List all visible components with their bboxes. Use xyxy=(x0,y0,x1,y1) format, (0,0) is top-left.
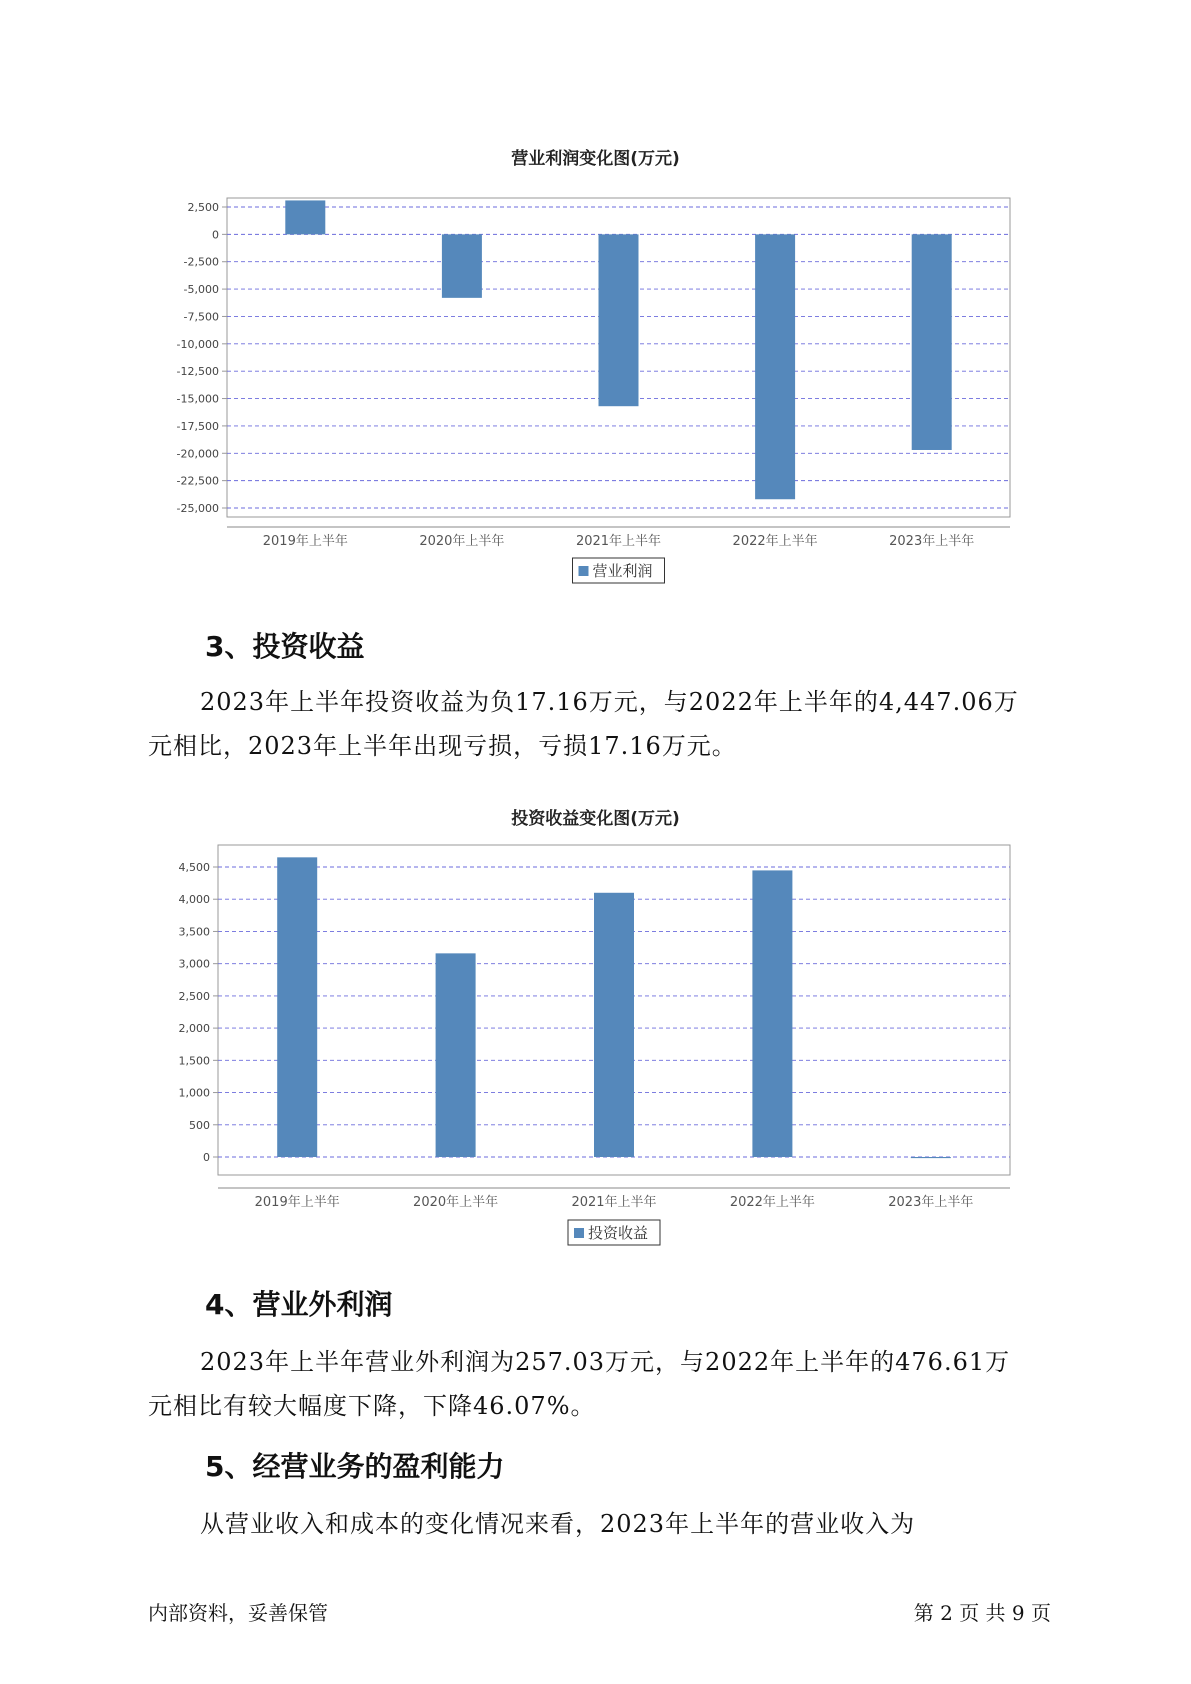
bar xyxy=(755,234,795,499)
x-tick-label: 2019年上半年 xyxy=(254,1195,340,1210)
section4-heading: 4、营业外利润 xyxy=(205,1288,393,1321)
y-tick-label: 2,000 xyxy=(178,1022,210,1036)
operating-profit-chart xyxy=(0,175,1191,625)
y-tick-label: 0 xyxy=(212,228,219,242)
bar xyxy=(594,893,634,1157)
x-tick-label: 2020年上半年 xyxy=(413,1195,499,1210)
section3-paragraph xyxy=(148,680,1058,768)
y-tick-label: -25,000 xyxy=(176,502,219,515)
y-tick-label: -5,000 xyxy=(183,283,219,297)
section5-line1: 从营业收入和成本的变化情况来看，2023年上半年的营业收入为 xyxy=(200,1510,916,1538)
x-tick-label: 2023年上半年 xyxy=(888,1195,974,1210)
section4-line2: 元相比有较大幅度下降，下降46.07%。 xyxy=(148,1392,596,1420)
y-tick-label: -22,500 xyxy=(176,474,219,488)
x-tick-label: 2019年上半年 xyxy=(262,534,348,549)
bar xyxy=(599,234,639,406)
bar xyxy=(277,857,317,1157)
legend-swatch xyxy=(574,1228,584,1238)
section3-line2: 元相比，2023年上半年出现亏损，亏损17.16万元。 xyxy=(148,732,737,760)
section4-paragraph xyxy=(148,1340,1058,1428)
bar xyxy=(752,870,792,1157)
legend-label: 营业利润 xyxy=(592,562,653,580)
y-tick-label: 4,000 xyxy=(178,893,210,907)
x-tick-label: 2021年上半年 xyxy=(571,1195,657,1210)
x-tick-label: 2022年上半年 xyxy=(729,1195,815,1210)
section5-paragraph xyxy=(148,1502,1058,1546)
chart1-title: 营业利润变化图(万元) xyxy=(511,149,680,169)
investment-income-chart xyxy=(0,835,1191,1255)
footer-left: 内部资料，妥善保管 xyxy=(148,1601,328,1625)
bar xyxy=(436,953,476,1157)
bar xyxy=(912,234,952,450)
x-tick-label: 2022年上半年 xyxy=(732,534,818,549)
y-tick-label: -2,500 xyxy=(183,255,219,269)
x-tick-label: 2020年上半年 xyxy=(419,534,505,549)
chart2-title: 投资收益变化图(万元) xyxy=(511,809,680,829)
section3-heading: 3、投资收益 xyxy=(205,630,365,663)
bar xyxy=(285,200,325,234)
y-tick-label: 3,500 xyxy=(178,925,210,939)
y-tick-label: 3,000 xyxy=(178,957,210,971)
section5-heading: 5、经营业务的盈利能力 xyxy=(205,1450,505,1483)
y-tick-label: -10,000 xyxy=(176,337,219,351)
x-tick-label: 2023年上半年 xyxy=(889,534,975,549)
y-tick-label: -7,500 xyxy=(183,310,219,324)
y-tick-label: -20,000 xyxy=(176,447,219,461)
bar xyxy=(442,234,482,297)
y-tick-label: 0 xyxy=(203,1151,210,1164)
legend xyxy=(568,1220,660,1245)
y-tick-label: 1,000 xyxy=(178,1086,210,1100)
x-tick-label: 2021年上半年 xyxy=(575,534,662,549)
footer-page-number: 第 2 页 共 9 页 xyxy=(913,1601,1051,1625)
y-tick-label: 1,500 xyxy=(178,1054,210,1068)
bar xyxy=(911,1157,951,1158)
y-tick-label: 2,500 xyxy=(178,989,210,1003)
section3-line1: 2023年上半年投资收益为负17.16万元，与2022年上半年的4,447.06万 xyxy=(200,688,1019,716)
y-tick-label: 2,500 xyxy=(187,201,219,214)
y-tick-label: 4,500 xyxy=(178,861,210,874)
y-tick-label: -17,500 xyxy=(176,419,219,433)
y-tick-label: -12,500 xyxy=(176,365,219,379)
section4-line1: 2023年上半年营业外利润为257.03万元，与2022年上半年的476.61万 xyxy=(200,1348,1011,1376)
legend-swatch xyxy=(579,566,589,576)
legend xyxy=(573,558,665,583)
y-tick-label: -15,000 xyxy=(176,392,219,406)
legend-label: 投资收益 xyxy=(588,1224,649,1242)
y-tick-label: 500 xyxy=(189,1118,210,1132)
